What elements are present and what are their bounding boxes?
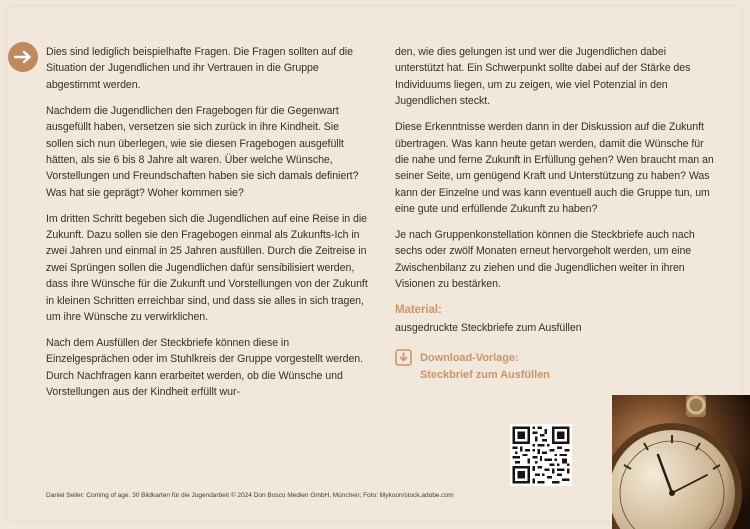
paragraph: den, wie dies gelungen ist und wer die Jugendlichen dabei unterstützt hat. Ein Schwerpunkt sollte dabei auf der Stärke des Individuums liegen, um zu zeigen, wie viel Potenzial in den Jugendlichen steckt. <box>395 46 691 108</box>
paragraph: Im dritten Schritt begeben sich die Jugendlichen auf eine Reise in die Zukunft. Dazu sollen sie den Fragebogen einmal als Zukunfts-Ich in zwei Jahren und einmal in 25 Jahren ausfüllen. Durch die Zeitreise in zwei Sprüngen sollen die Jugendlichen dafür sensibilisiert werden, dass ihre Wünsche für die Zukunft und Vorstellungen von der Zukunft in kleinen Schritten erreichbar sind, und dass sie alles in sich tragen, um ihre Wünsche zu verwirklichen. <box>46 212 368 324</box>
material-text: ausgedruckte Steckbriefe zum Ausfüllen <box>395 321 582 334</box>
pocket-watch-icon <box>612 395 750 529</box>
footer-credits: Daniel Seiler: Coming of age. 30 Bildkarten für die Jugendarbeit © 2024 Don Bosco Medien GmbH, München; Foto: lillykoon/stock.adobe.com <box>46 492 454 499</box>
qr-code-icon <box>510 424 572 486</box>
download-label[interactable]: Download-Vorlage: Steckbrief zum Ausfüllen <box>420 352 550 381</box>
qr-code[interactable] <box>510 424 572 486</box>
paragraph: Dies sind lediglich beispielhafte Fragen. Die Fragen sollten auf die Situation der Jugendlichen und ihr Vertrauen in die Gruppe abgestimmt werden. <box>46 46 353 91</box>
paragraph: Diese Erkenntnisse werden dann in der Diskussion auf die Zukunft übertragen. Was kann heute getan werden, damit die Wünsche für die nahe und ferne Zukunft in Erfüllung gehen? Wen braucht man an seiner Seite, um genügend Kraft und Unterstützung zu haben? Was kann der Einzelne und was kann eventuell auch die Gruppe tun, um eine gute und erfüllende Zukunft zu haben? <box>395 121 714 216</box>
paragraph: Nach dem Ausfüllen der Steckbriefe können diese in Einzelgesprächen oder im Stuhlkreis der Gruppe vorgestellt werden. Durch Nachfragen kann erarbeitet werden, ob die Wünsche und Vorstellungen aus der Kindheit erfüllt wur- <box>46 337 364 399</box>
pocket-watch-photo <box>612 395 750 529</box>
download-icon <box>395 349 412 366</box>
paragraph: Je nach Gruppenkonstellation können die Steckbriefe auch nach sechs oder zwölf Monaten erneut hervorgeholt werden, um eine Zwischenbilanz zu ziehen und die Jugendlichen weiter in ihren Visionen zu bestärken. <box>395 229 695 291</box>
paragraph: Nachdem die Jugendlichen den Fragebogen für die Gegenwart ausgefüllt haben, versetzen sie sich zurück in ihre Kindheit. Sie sollen sich nun überlegen, wie sie diesen Fragebogen ausgefüllt hätten, als sie 6 bis 8 Jahre alt waren. Über welche Wünsche, Vorstellungen und Freundschaften haben sie sich damals definiert? Was hat sie geprägt? Woher kommen sie? <box>46 104 359 199</box>
download-link[interactable] <box>395 350 715 384</box>
arrow-right-icon <box>14 50 32 64</box>
continue-arrow-icon <box>8 42 38 72</box>
material-title: Material: <box>395 304 442 317</box>
left-column <box>46 44 368 410</box>
right-column <box>395 44 715 384</box>
